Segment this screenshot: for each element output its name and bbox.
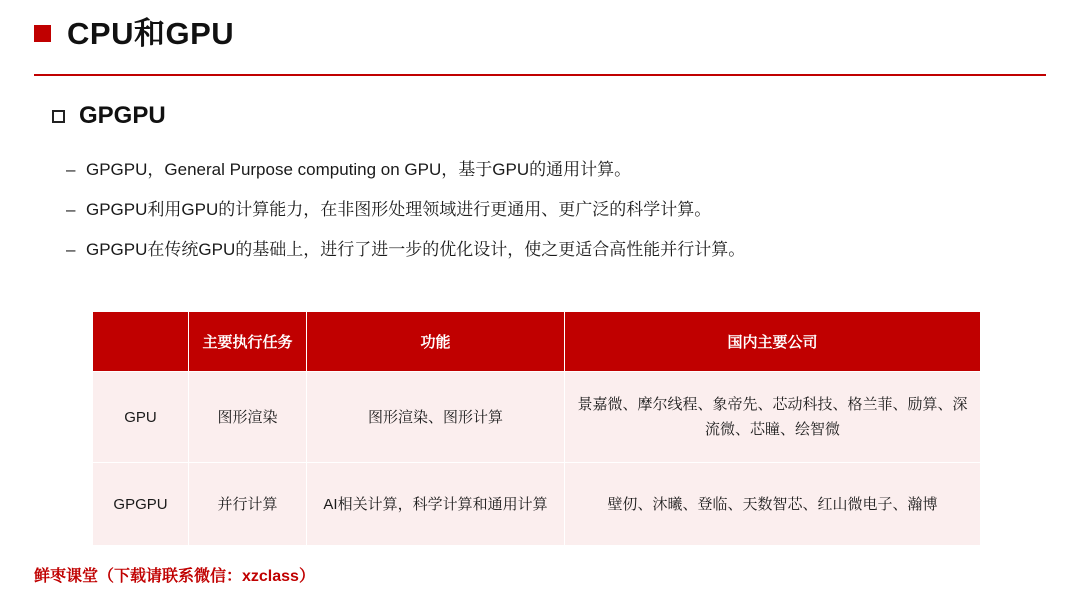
page-title: [34, 18, 234, 49]
list-item: [66, 238, 1026, 262]
bullet-list: [66, 158, 1026, 278]
bullet-dash-icon: –: [66, 160, 76, 179]
hollow-square-icon: [52, 110, 65, 123]
title-divider: [34, 74, 1046, 76]
footer-credit: 鲜枣课堂（下载请联系微信：xzclass）: [34, 568, 315, 585]
table-header-cell-companies: 国内主要公司: [565, 312, 981, 372]
title-square-icon: [34, 25, 51, 42]
table-cell-companies: 景嘉微、摩尔线程、象帝先、芯动科技、格兰菲、励算、深流微、芯瞳、绘智微: [565, 372, 981, 463]
table-cell-task: 并行计算: [189, 463, 307, 546]
table-header-cell-task: 主要执行任务: [189, 312, 307, 372]
bullet-dash-icon: –: [66, 200, 76, 219]
list-item: [66, 158, 1026, 182]
list-item: [66, 198, 1026, 222]
bullet-text: GPGPU利用GPU的计算能力，在非图形处理领域进行更通用、更广泛的科学计算。: [86, 200, 712, 219]
bullet-text: GPGPU，General Purpose computing on GPU，基于GPU的通用计算。: [86, 160, 632, 179]
table-cell-task: 图形渲染: [189, 372, 307, 463]
comparison-table: [92, 311, 980, 546]
bullet-dash-icon: –: [66, 240, 76, 259]
section-heading: [52, 104, 166, 128]
table-cell-companies: 壁仞、沐曦、登临、天数智芯、红山微电子、瀚博: [565, 463, 981, 546]
table-cell-name: GPGPU: [93, 463, 189, 546]
table-row: [93, 372, 981, 463]
section-heading-text: GPGPU: [79, 102, 166, 129]
table-cell-name: GPU: [93, 372, 189, 463]
table-row: [93, 463, 981, 546]
table-cell-function: AI相关计算，科学计算和通用计算: [307, 463, 565, 546]
table-header-cell-blank: [93, 312, 189, 372]
table-header-cell-function: 功能: [307, 312, 565, 372]
table-header-row: [93, 312, 981, 372]
bullet-text: GPGPU在传统GPU的基础上，进行了进一步的优化设计，使之更适合高性能并行计算。: [86, 240, 746, 259]
table-cell-function: 图形渲染、图形计算: [307, 372, 565, 463]
page-title-text: CPU和GPU: [67, 16, 235, 51]
